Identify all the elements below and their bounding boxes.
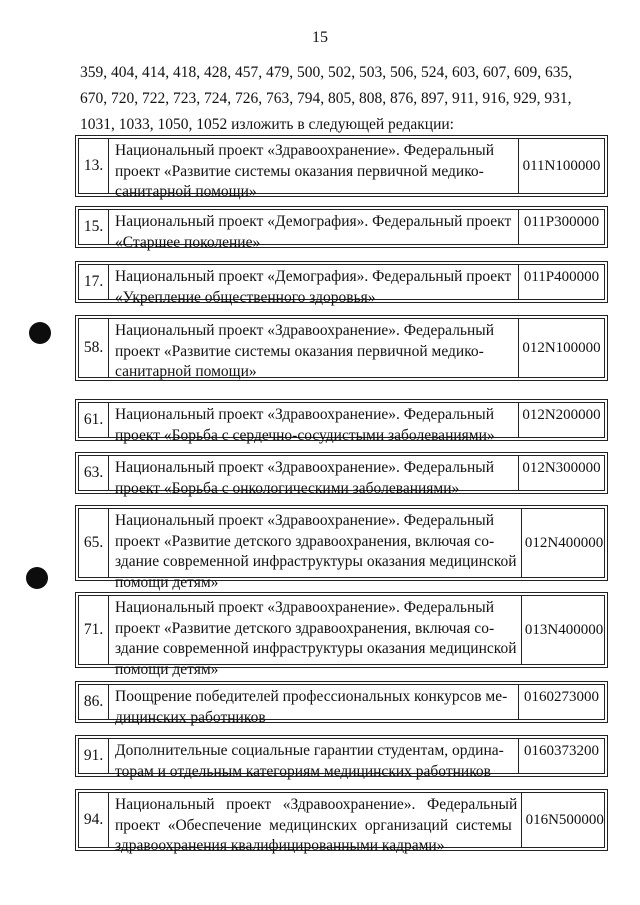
row-number: 13. [79,139,109,193]
row-number: 58. [79,319,109,377]
table-row [78,209,605,251]
row-number: 94. [79,793,109,847]
description-line: санитарной помощи» [115,183,257,200]
description-line: Национальный проект «Здравоохранение». Федеральный [115,459,495,476]
description-line: Поощрение победителей профессиональных конкурсов ме- [115,688,508,705]
row-number: 65. [79,509,109,577]
description-line: Национальный проект «Здравоохранение». Федеральный [115,599,495,616]
row-description [109,265,519,306]
table-row [78,684,605,726]
description-line: Национальный проект «Здравоохранение». Федеральный [115,322,495,339]
budget-code: 0160373200 [524,743,599,759]
description-line: проект «Развитие системы оказания первичной медико- [115,162,484,180]
budget-code: 016N500000 [525,811,604,828]
description-line: проект «Обеспечение медицинских организаций системы [115,816,512,834]
row-number: 63. [79,456,109,490]
description-line: торам и отдельным категориям медицинских работников [115,762,492,780]
description-line: здание современной инфраструктуры оказания медицинской [115,553,517,570]
description-line: проект «Развитие детского здравоохранения, включая со- [115,619,495,637]
description-line: санитарной помощи» [115,363,257,380]
intro-line: 359, 404, 414, 418, 428, 457, 479, 500, 502, 503, 506, 524, 603, 607, 609, 635, [80,64,573,81]
row-number: 86. [79,685,109,719]
budget-code: 012N100000 [522,339,601,356]
table-row [78,138,605,200]
description-line: Дополнительные социальные гарантии студентам, ордина- [115,742,504,759]
row-number: 17. [79,265,109,299]
budget-code: 013N400000 [524,621,604,638]
table-row [78,792,605,854]
description-line: проект «Развитие детского здравоохранения, включая со- [115,532,495,550]
description-line: здание современной инфраструктуры оказания медицинской [115,640,517,657]
row-description [109,739,519,780]
row-number: 61. [79,403,109,437]
description-line: Национальный проект «Здравоохранение». Федеральный [115,796,518,813]
description-line: «Старшее поколение» [115,233,261,251]
punch-hole-mark [26,567,48,589]
row-description [109,210,519,251]
description-line: Национальный проект «Здравоохранение». Федеральный [115,142,495,159]
row-description [109,509,522,591]
page-number: 15 [312,29,328,46]
budget-code: 011N100000 [522,157,601,174]
intro-paragraph [80,60,608,138]
table-row [78,738,605,780]
description-line: проект «Борьба с сердечно-сосудистыми заболеваниями» [115,426,495,444]
description-line: дицинских работников [115,708,266,726]
budget-code: 011P400000 [523,269,600,285]
row-number: 91. [79,739,109,773]
budget-code: 011P300000 [523,214,600,230]
description-line: Национальный проект «Здравоохранение». Федеральный [115,406,495,423]
description-line: проект «Развитие системы оказания первичной медико- [115,342,484,360]
table-row [78,318,605,378]
row-description [109,319,519,380]
budget-code: 012N400000 [524,534,604,551]
description-line: «Укрепление общественного здоровья» [115,288,376,306]
budget-code: 012N200000 [522,407,601,423]
table-row [78,455,605,497]
description-line: Национальный проект «Демография». Федеральный проект [115,213,512,230]
row-description [109,403,519,444]
description-line: помощи детям» [115,573,219,591]
description-line: здравоохранения квалифицированными кадрами» [115,837,445,854]
description-line: Национальный проект «Здравоохранение». Федеральный [115,512,495,529]
row-number: 71. [79,596,109,664]
table-row [78,508,605,591]
intro-line: 1031, 1033, 1050, 1052 изложить в следующей редакции: [80,116,454,133]
description-line: помощи детям» [115,660,219,678]
intro-line: 670, 720, 722, 723, 724, 726, 763, 794, 805, 808, 876, 897, 911, 916, 929, 931, [80,90,572,107]
row-description [109,456,519,497]
row-description [109,793,522,854]
row-description [109,685,519,726]
budget-code: 0160273000 [524,689,599,705]
row-description [109,596,522,678]
table-row [78,402,605,444]
table-row [78,264,605,306]
description-line: Национальный проект «Демография». Федеральный проект [115,268,512,285]
budget-code: 012N300000 [522,460,601,476]
row-description [109,139,519,200]
table-row [78,595,605,678]
punch-hole-mark [29,322,51,344]
description-line: проект «Борьба с онкологическими заболеваниями» [115,479,460,497]
row-number: 15. [79,210,109,244]
